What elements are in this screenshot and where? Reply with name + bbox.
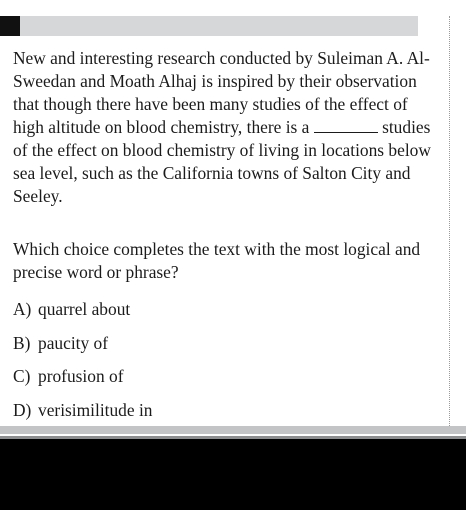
choice-text: paucity of <box>38 332 109 353</box>
choice-d[interactable] <box>13 399 433 422</box>
choice-letter: D) <box>13 399 32 420</box>
footer-black-area <box>0 439 466 510</box>
choice-letter: B) <box>13 332 31 353</box>
choice-a[interactable] <box>13 298 433 321</box>
choice-text: profusion of <box>38 366 124 386</box>
choice-c[interactable] <box>13 365 433 388</box>
choice-text: verisimilitude in <box>38 399 153 420</box>
answer-choices <box>13 298 433 432</box>
choice-letter: A) <box>13 299 32 319</box>
passage-after-blank: studies of the effect on blood chemistry of living in locations below sea level, such as the California towns of Salton City and Seeley. <box>13 117 431 206</box>
footer-divider <box>0 426 466 434</box>
answer-blank <box>314 118 378 133</box>
corner-marker <box>0 16 20 36</box>
question-prompt: Which choice completes the text with the most logical and precise word or phrase? <box>13 239 421 282</box>
dotted-divider <box>449 16 450 426</box>
passage-before-blank: New and interesting research conducted by Suleiman A. Al-Sweedan and Moath Alhaj is inspired by their observation that though there have been many studies of the effect of high altitude on blood chemistry, there is a <box>13 48 430 137</box>
passage-text <box>13 47 433 208</box>
choice-b[interactable] <box>13 332 433 355</box>
choice-letter: C) <box>13 366 31 386</box>
header-bar <box>20 16 418 36</box>
choice-text: quarrel about <box>38 299 131 319</box>
